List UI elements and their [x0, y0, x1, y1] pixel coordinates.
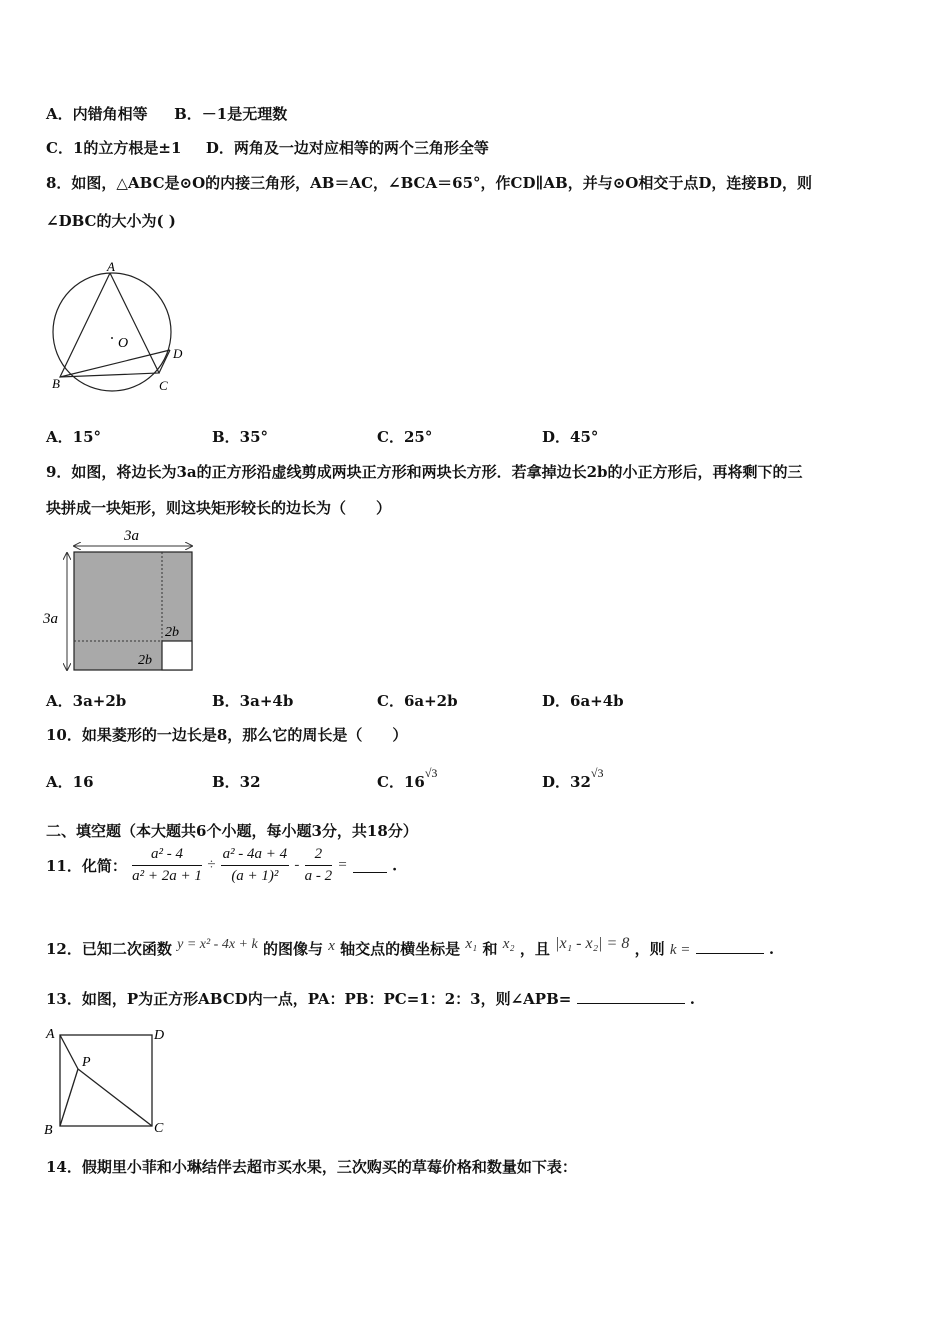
q10-option-d [542, 766, 604, 792]
q11-fraction-2 [221, 846, 290, 885]
label-c: C [159, 378, 168, 393]
q8-text-line2: ∠DBC的大小为( ) [46, 212, 176, 230]
q9-text-line1: 9．如图，将边长为3a的正方形沿虚线剪成两块正方形和两块长方形．若拿掉边长2b的小正方形后，再将剩下的三 [46, 463, 803, 481]
q10-option-c-text: C．16 [377, 773, 425, 791]
label-d: D [173, 346, 183, 361]
q11-answer-blank[interactable] [353, 858, 387, 873]
center-point [111, 337, 113, 339]
q13-text: 13．如图，P为正方形ABCD内一点，PA：PB：PC=1：2：3，则∠APB= [46, 990, 572, 1008]
q12-t1: 12．已知二次函数 [46, 940, 172, 958]
q10-option-c [377, 766, 438, 792]
q12-and: 和 [482, 940, 498, 958]
label-top-3a: 3a [124, 528, 139, 544]
q12-answer-blank[interactable] [696, 939, 764, 954]
q8-option-c: C．25° [377, 428, 433, 446]
q9-option-a: A．3a+2b [46, 692, 127, 710]
label-bottom-2b: 2b [138, 653, 152, 668]
q12-x2: x₂ [502, 936, 515, 952]
q14-text: 14．假期里小菲和小琳结伴去超市买水果，三次购买的草莓价格和数量如下表： [46, 1158, 577, 1176]
q7-option-b: B．－1是无理数 [174, 105, 288, 123]
q12-function: y = x² - 4x + k [177, 937, 258, 952]
q10-option-b: B．32 [212, 773, 261, 791]
q11-div-sign: ÷ [207, 857, 216, 873]
q12-t3: 轴交点的横坐标是 [340, 940, 461, 958]
q10-option-a: A．16 [46, 773, 94, 791]
label-p: P [82, 1055, 91, 1070]
q7-option-c: C．1的立方根是±1 [46, 139, 182, 157]
q12-line [46, 935, 775, 959]
triangle-abc [60, 273, 159, 377]
q10-text: 10．如果菱形的一边长是8，那么它的周长是（ ） [46, 726, 408, 744]
q11-prefix: 11．化简： [46, 857, 127, 875]
q9-text-line2: 块拼成一块矩形，则这块矩形较长的边长为（ ） [46, 499, 392, 517]
q11-f2-den: (a + 1)² [231, 868, 279, 884]
q12-t5: ，则 [634, 940, 665, 958]
q11-equals: = [337, 857, 348, 873]
q9-option-c: C．6a+2b [377, 692, 458, 710]
q13-square-figure [40, 1022, 180, 1138]
q11-minus: - [294, 857, 300, 873]
q11-line: 11．化简： $\frac{\text{a² - 4}}{\text{a² + 2a + 1}}$ ÷ $\frac{\text{a² - 4a + 4}}{\text{(a + 1)²}}$ - $\frac{2}{a - 2}$ = . [46, 846, 398, 884]
label-d: D [154, 1028, 165, 1043]
q11-f1-num: a² - 4 [132, 846, 202, 866]
q10-option-d-text: D．32 [542, 773, 591, 791]
section2-title: 二、填空题（本大题共6个小题，每小题3分，共18分） [46, 822, 418, 840]
q9-option-b: B．3a+4b [212, 692, 294, 710]
label-right-2b: 2b [165, 625, 179, 640]
sqrt3-c: √3 [424, 766, 438, 780]
q8-circle-figure [46, 255, 196, 400]
q12-x1: x₁ [465, 936, 478, 952]
q12-t4: ，且 [519, 940, 550, 958]
q7-option-d: D．两角及一边对应相等的两个三角形全等 [205, 139, 489, 157]
q11-f1-den: a² + 2a + 1 [132, 868, 202, 884]
q11-fraction-3 [305, 846, 333, 885]
q9-option-d: D．6a+4b [542, 692, 624, 710]
q13-answer-blank[interactable] [577, 989, 685, 1004]
q7-options-row1 [46, 103, 287, 124]
removed-small-square [162, 641, 192, 670]
q12-end: . [768, 940, 775, 958]
label-b: B [44, 1123, 53, 1138]
label-o: O [118, 336, 129, 351]
sqrt3-d: √3 [590, 766, 604, 780]
segment-pa [60, 1035, 78, 1069]
label-b: B [52, 376, 60, 391]
q8-option-b: B．35° [212, 428, 269, 446]
q11-f2-num: a² - 4a + 4 [221, 846, 290, 866]
q13-line [46, 988, 695, 1009]
q8-option-a: A．15° [46, 428, 102, 446]
label-left-3a: 3a [43, 611, 58, 627]
q12-x: x [328, 938, 335, 954]
q11-f3-den: a - 2 [304, 868, 333, 884]
q12-k: k = [669, 942, 691, 958]
q9-square-figure [40, 525, 200, 675]
q12-t2: 的图像与 [262, 940, 323, 958]
q11-f3-num: 2 [305, 846, 333, 866]
label-a: A [46, 1027, 55, 1042]
chord-cd [159, 350, 170, 373]
q12-condition: |x₁ - x₂| = 8 [555, 935, 630, 952]
segment-pb [60, 1069, 78, 1126]
q8-option-d: D．45° [542, 428, 599, 446]
q13-end: . [689, 990, 696, 1008]
q8-text-line1: 8．如图，△ABC是⊙O的内接三角形，AB＝AC，∠BCA＝65°，作CD∥AB，并与⊙O相交于点D，连接BD，则 [46, 174, 813, 192]
label-c: C [154, 1121, 164, 1136]
segment-pc [78, 1069, 152, 1126]
q7-option-a: A．内错角相等 [46, 105, 148, 123]
q11-fraction-1 [132, 846, 202, 885]
label-a: A [107, 259, 115, 274]
q7-options-row2 [46, 137, 489, 158]
